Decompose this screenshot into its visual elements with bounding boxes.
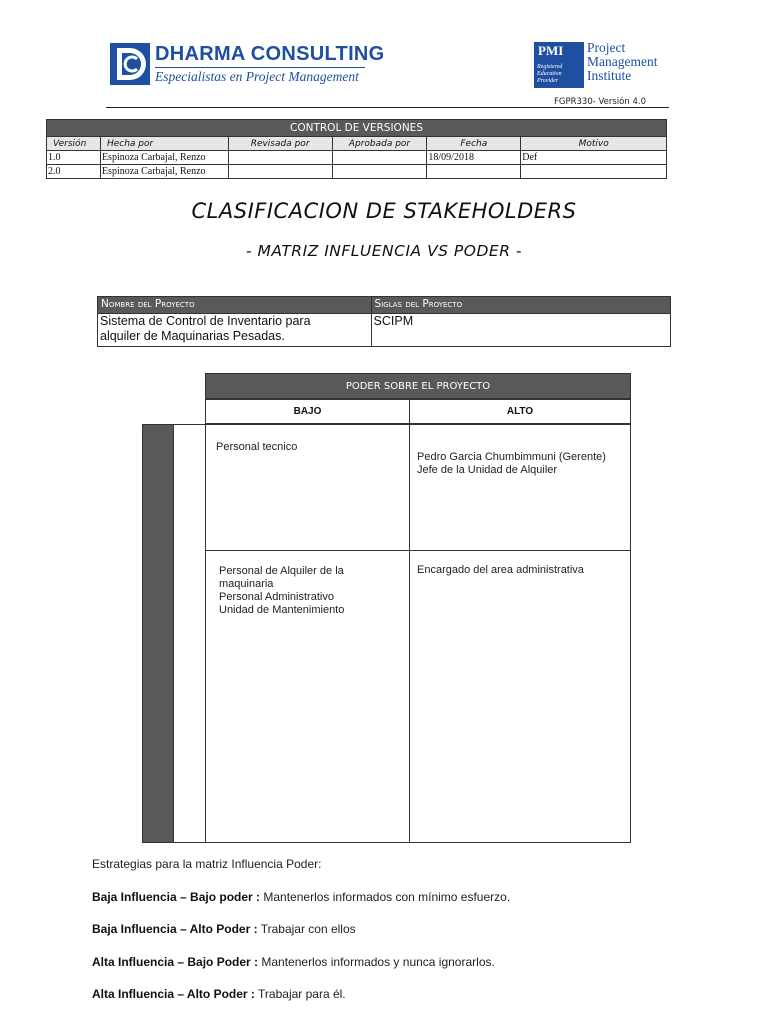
stakeholder: maquinaria: [219, 578, 274, 590]
brand-tagline: Especialistas en Project Management: [155, 69, 359, 84]
stakeholder: Personal tecnico: [216, 441, 298, 453]
strategy-item: [92, 922, 356, 936]
svg-text:PMI: PMI: [538, 43, 564, 58]
matrix-header: PODER SOBRE EL PROYECTO: [205, 373, 631, 399]
col-header: Revisada por: [228, 137, 332, 151]
form-code: FGPR330- Versión 4.0: [554, 97, 646, 107]
stakeholder: Pedro Garcia Chumbimmuni (Gerente): [417, 451, 606, 463]
table-cell: [332, 165, 427, 179]
strategy-label: Baja Influencia – Bajo poder :: [92, 890, 261, 904]
strategy-label: Alta Influencia – Alto Poder :: [92, 987, 255, 1001]
strategy-label: Baja Influencia – Alto Poder :: [92, 922, 258, 936]
project-name-line: Sistema de Control de Inventario para: [100, 314, 311, 328]
stakeholder: Personal Administrativo: [219, 591, 334, 603]
project-name-label: Nombre del Proyecto: [98, 297, 372, 314]
versions-title: CONTROL DE VERSIONES: [47, 120, 667, 137]
brand-rule: [155, 67, 365, 68]
document-title: CLASIFICACION DE STAKEHOLDERS: [191, 199, 577, 223]
pmi-badge-line: Education: [537, 71, 562, 77]
pmi-line: Project: [587, 40, 626, 55]
table-cell: 18/09/2018: [427, 151, 521, 165]
header-divider: [106, 107, 669, 108]
col-header: Fecha: [427, 137, 521, 151]
table-cell: [427, 165, 521, 179]
project-acronym: SCIPM: [371, 314, 670, 347]
matrix-col-low: BAJO: [205, 399, 410, 424]
strategy-item: [92, 890, 510, 904]
col-header: Aprobada por: [332, 137, 427, 151]
table-cell: Espinoza Carbajal, Renzo: [100, 151, 228, 165]
strategy-label: Alta Influencia – Bajo Poder :: [92, 955, 259, 969]
strategies-intro: Estrategias para la matriz Influencia Poder:: [92, 857, 322, 871]
project-table: [97, 296, 671, 347]
pmi-name: [587, 41, 657, 83]
pmi-logo-icon: [534, 42, 584, 88]
col-header: Motivo: [521, 137, 667, 151]
table-cell: 2.0: [47, 165, 101, 179]
matrix-cell-top-low: [205, 424, 410, 551]
versions-table: [46, 119, 667, 179]
table-cell: [228, 151, 332, 165]
strategy-item: [92, 987, 346, 1001]
col-header: Hecha por: [100, 137, 228, 151]
stakeholder: Jefe de la Unidad de Alquiler: [417, 464, 558, 476]
pmi-line: Institute: [587, 68, 632, 83]
pmi-badge-line: Registered: [537, 64, 563, 70]
project-acronym-label: Siglas del Proyecto: [371, 297, 670, 314]
strategy-text: Trabajar para él.: [254, 987, 346, 1001]
strategy-item: [92, 955, 495, 969]
stakeholder: Personal de Alquiler de la: [219, 565, 344, 577]
strategy-text: Trabajar con ellos: [257, 922, 356, 936]
table-cell: [228, 165, 332, 179]
table-cell: 1.0: [47, 151, 101, 165]
matrix-col-high: ALTO: [409, 399, 631, 424]
project-name: [98, 314, 372, 347]
project-name-line: alquiler de Maquinarias Pesadas.: [100, 329, 285, 343]
stakeholder: Encargado del area administrativa: [417, 564, 584, 576]
table-cell: [332, 151, 427, 165]
table-cell: Espinoza Carbajal, Renzo: [100, 165, 228, 179]
pmi-line: Management: [587, 54, 658, 69]
stakeholder: Unidad de Mantenimiento: [219, 604, 345, 616]
matrix-influence-bar: [142, 424, 174, 843]
matrix-row-label-column: [173, 424, 206, 843]
matrix-cell-bottom-high: [409, 550, 631, 843]
pmi-badge-line: Provider: [537, 78, 559, 84]
matrix-cell-bottom-low: [205, 550, 410, 843]
dharma-logo-icon: [110, 43, 150, 85]
table-cell: Def: [521, 151, 667, 165]
matrix-cell-top-high: [409, 424, 631, 551]
strategy-text: Mantenerlos informados con mínimo esfuerzo.: [260, 890, 511, 904]
table-row: [47, 151, 667, 165]
table-cell: [521, 165, 667, 179]
brand-name: DHARMA CONSULTING: [155, 43, 385, 65]
strategy-text: Mantenerlos informados y nunca ignorarlos.: [258, 955, 495, 969]
table-row: [47, 165, 667, 179]
document-subtitle: - MATRIZ INFLUENCIA VS PODER -: [245, 242, 523, 260]
col-header: Versión: [47, 137, 101, 151]
